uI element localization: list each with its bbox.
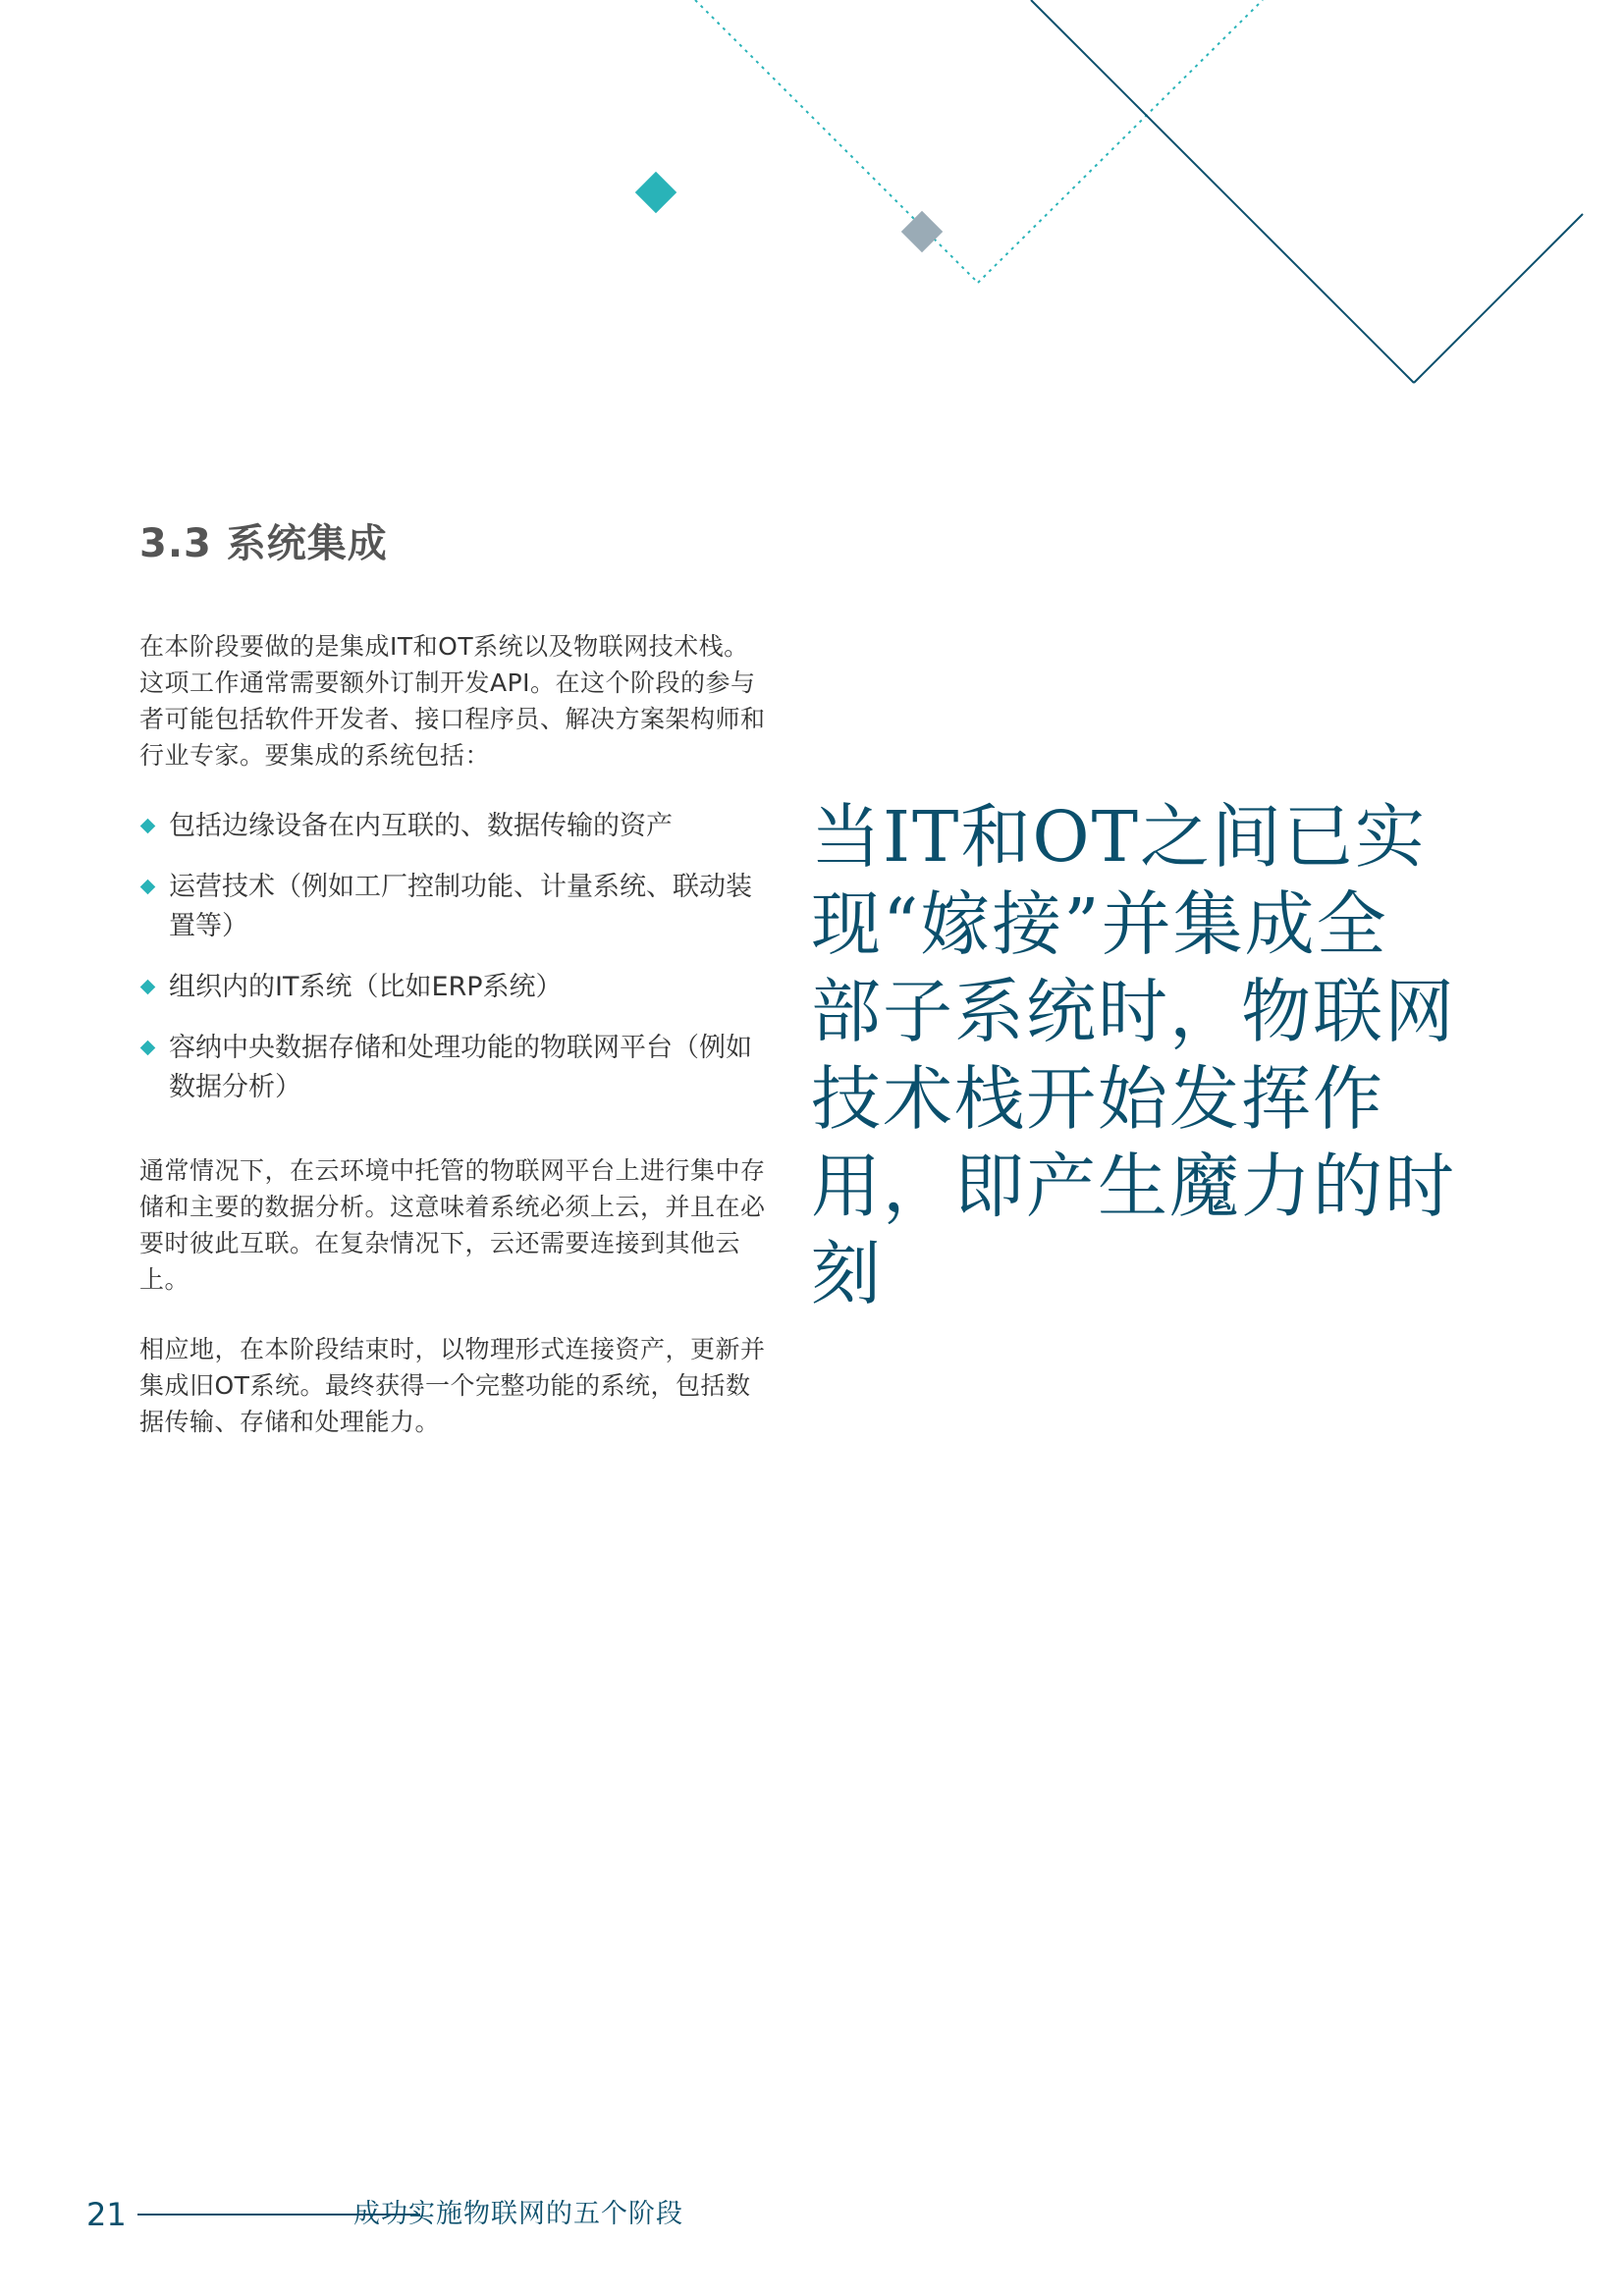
list-item-text: 容纳中央数据存储和处理功能的物联网平台（例如数据分析）: [169, 1033, 752, 1102]
intro-paragraph: 在本阶段要做的是集成IT和OT系统以及物联网技术栈。这项工作通常需要额外订制开发API。在这个阶段的参与者可能包括软件开发者、接口程序员、解决方案架构师和行业专家。要集成的系统包括：: [139, 632, 766, 770]
gray-diamond-icon: [901, 211, 943, 252]
solid-line-descending: [1031, 0, 1414, 383]
solid-line-ascending: [1414, 214, 1583, 383]
pull-quote: 当IT和OT之间已实现“嫁接”并集成全部子系统时，物联网技术栈开始发挥作用，即产生魔力的时刻: [811, 796, 1457, 1314]
page-footer: [86, 2193, 774, 2236]
list-item: [139, 868, 768, 946]
list-item: [139, 807, 768, 846]
list-item-text: 运营技术（例如工厂控制功能、计量系统、联动装置等）: [169, 872, 752, 941]
diamond-bullet-icon: [140, 819, 156, 834]
cloud-paragraph: 通常情况下，在云环境中托管的物联网平台上进行集中存储和主要的数据分析。这意味着系统必须上云，并且在必要时彼此互联。在复杂情况下，云还需要连接到其他云上。: [139, 1156, 766, 1294]
diamond-bullet-icon: [140, 880, 156, 895]
diamond-bullet-icon: [140, 980, 156, 995]
conclusion-paragraph: 相应地，在本阶段结束时，以物理形式连接资产，更新并集成旧OT系统。最终获得一个完整功能的系统，包括数据传输、存储和处理能力。: [139, 1335, 766, 1436]
list-item: [139, 1029, 768, 1107]
footer-document-title: 成功实施物联网的五个阶段: [353, 2199, 683, 2229]
list-item: [139, 968, 768, 1007]
dotted-line-ascending: [978, 0, 1263, 283]
dotted-line-descending: [695, 0, 978, 283]
diamond-bullet-icon: [140, 1041, 156, 1056]
section-title: 3.3 系统集成: [139, 521, 388, 566]
list-item-text: 包括边缘设备在内互联的、数据传输的资产: [169, 811, 673, 841]
page-number: 21: [86, 2196, 127, 2233]
body-column: [139, 628, 768, 1473]
system-list: [139, 807, 768, 1107]
decorative-line-art: [0, 0, 1624, 412]
list-item-text: 组织内的IT系统（比如ERP系统）: [169, 972, 563, 1002]
teal-diamond-icon: [635, 172, 677, 213]
